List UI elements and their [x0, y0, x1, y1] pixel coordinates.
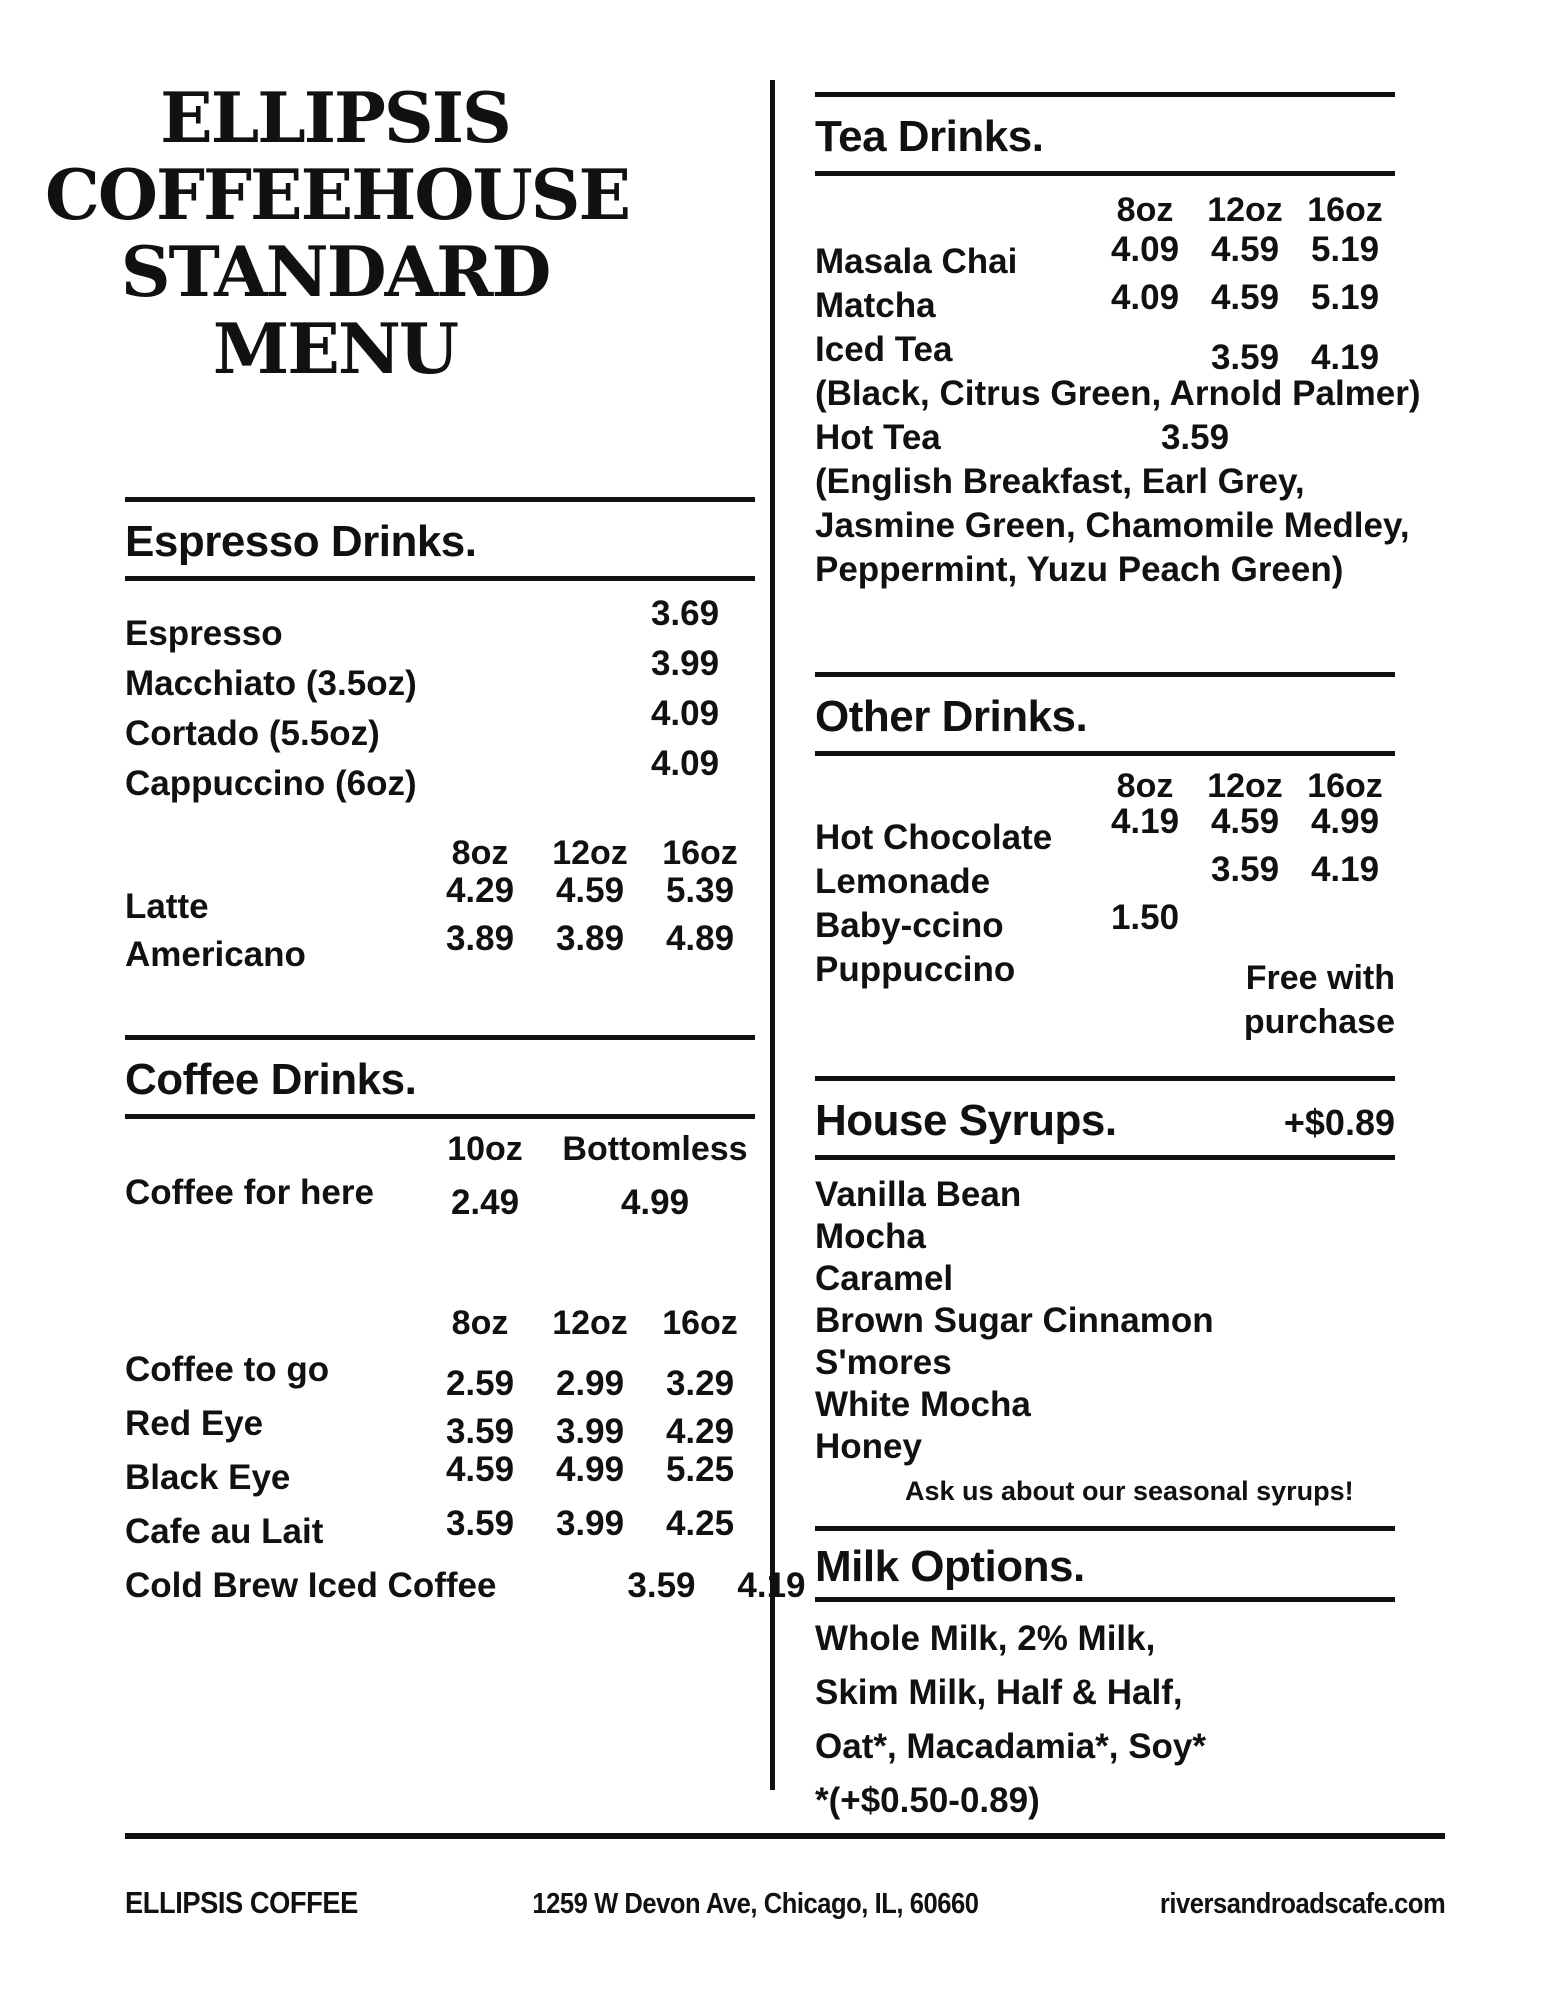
menu-item-row [815, 948, 1395, 1041]
item-price: 4.25 [665, 1504, 735, 1543]
section-other [815, 672, 1395, 1041]
item-price: 4.59 [555, 871, 625, 910]
milk-line: Oat*, Macadamia*, Soy* [815, 1727, 1206, 1766]
section-title: House Syrups. [815, 1096, 1117, 1145]
menu-item-row [815, 328, 1395, 377]
menu-item-row [125, 1559, 806, 1613]
menu-title-line: COFFEEHOUSE [45, 155, 630, 236]
section-heading-syrups [815, 1076, 1395, 1160]
item-name: Latte [125, 887, 209, 926]
syrup-item: Honey [815, 1427, 922, 1466]
item-price: 3.99 [555, 1504, 625, 1543]
item-price: 4.19 [1110, 802, 1180, 841]
syrup-item: Caramel [815, 1259, 954, 1298]
right-column [815, 92, 1421, 1828]
section-title: Other Drinks. [815, 692, 1088, 741]
item-price: 3.59 [445, 1504, 515, 1543]
column-divider [770, 80, 775, 1790]
syrups-note: Ask us about our seasonal syrups! [905, 1476, 1354, 1506]
syrup-item: White Mocha [815, 1385, 1031, 1424]
menu-title-line: MENU [212, 309, 458, 390]
item-name: Macchiato (3.5oz) [125, 664, 417, 703]
item-name: Baby-ccino [815, 906, 1004, 945]
footer-address [502, 1888, 1009, 1921]
section-heading-milk [815, 1526, 1395, 1602]
item-price: Free with purchase [1243, 959, 1395, 1041]
milk-line: Skim Milk, Half & Half, [815, 1673, 1183, 1712]
size-label: 12oz [1207, 191, 1283, 229]
item-name: Cappuccino (6oz) [125, 764, 417, 803]
item-name: Espresso [125, 614, 283, 653]
item-name: Coffee for here [125, 1173, 374, 1212]
item-price: 4.89 [665, 919, 735, 958]
item-price: 4.19 [1310, 850, 1380, 889]
item-variants: Jasmine Green, Chamomile Medley, [815, 506, 1410, 545]
item-name: Red Eye [125, 1404, 264, 1443]
size-label: 16oz [1307, 767, 1383, 805]
syrup-addon-price: +$0.89 [1283, 1102, 1395, 1143]
item-name: Puppuccino [815, 950, 1016, 989]
item-price: 4.99 [555, 1450, 625, 1489]
item-price: 2.59 [445, 1364, 515, 1403]
size-header-row [125, 1129, 755, 1169]
item-name: Black Eye [125, 1458, 291, 1497]
item-price: 3.59 [1160, 418, 1230, 457]
item-name: Iced Tea [815, 330, 953, 369]
syrup-item: Brown Sugar Cinnamon [815, 1301, 1214, 1340]
item-price: 3.99 [650, 644, 720, 683]
item-price: 4.99 [1310, 802, 1380, 841]
footer-website [1121, 1888, 1445, 1921]
menu-title [45, 78, 630, 390]
item-name: Hot Tea [815, 418, 941, 457]
item-price: 2.99 [555, 1364, 625, 1403]
item-price: 3.89 [555, 919, 625, 958]
item-price: 1.50 [1110, 898, 1180, 937]
item-price: 5.39 [665, 871, 735, 910]
size-label: 8oz [451, 1304, 509, 1342]
section-milk [815, 1526, 1395, 1828]
item-price: 3.29 [665, 1364, 735, 1403]
footer [125, 1833, 1445, 1921]
item-price: 3.59 [627, 1566, 696, 1605]
item-price: 4.59 [1210, 230, 1280, 269]
item-name: Hot Chocolate [815, 818, 1053, 857]
section-coffee [125, 1035, 806, 1613]
section-heading-tea [815, 92, 1395, 176]
item-name: Americano [125, 935, 306, 974]
item-price: 4.59 [445, 1450, 515, 1489]
menu-item-row [815, 504, 1410, 548]
size-label: Bottomless [562, 1130, 748, 1168]
size-label: 12oz [1207, 767, 1283, 805]
section-espresso [125, 497, 755, 979]
size-header-row [815, 190, 1395, 230]
item-name: Cafe au Lait [125, 1512, 324, 1551]
menu-item-row [815, 548, 1395, 592]
item-price: 3.89 [445, 919, 515, 958]
item-price: 5.19 [1310, 278, 1380, 317]
item-price: 4.09 [1110, 230, 1180, 269]
item-name: Matcha [815, 286, 936, 325]
menu-item-row [815, 898, 1395, 948]
item-price: 4.19 [737, 1566, 806, 1605]
size-label: 8oz [451, 834, 509, 872]
section-title: Tea Drinks. [815, 112, 1044, 161]
item-price: 2.49 [450, 1183, 520, 1222]
footer-website-text: riversandroadscafe.com [1159, 1888, 1445, 1920]
item-price: 4.29 [445, 871, 515, 910]
size-label: 16oz [662, 1304, 738, 1342]
section-heading-coffee [125, 1035, 755, 1119]
footer-rule [125, 1833, 1445, 1839]
section-heading-espresso [125, 497, 755, 581]
section-title: Coffee Drinks. [125, 1055, 417, 1104]
section-tea [815, 92, 1421, 592]
milk-line: *(+$0.50-0.89) [815, 1781, 1040, 1820]
section-title: Espresso Drinks. [125, 517, 477, 566]
menu-item-row [125, 744, 755, 809]
item-price: 4.19 [1310, 338, 1380, 377]
syrup-item: Vanilla Bean [815, 1175, 1022, 1214]
size-label: 12oz [552, 1304, 628, 1342]
size-label: 10oz [447, 1130, 523, 1168]
footer-brand-text: ELLIPSIS COFFEE [125, 1885, 358, 1920]
item-price: 4.29 [665, 1412, 735, 1451]
item-price: 4.99 [620, 1183, 690, 1222]
item-price: 3.59 [1210, 850, 1280, 889]
item-variants: (English Breakfast, Earl Grey, [815, 462, 1305, 501]
item-price: 3.59 [445, 1412, 515, 1451]
item-price: 4.09 [650, 694, 720, 733]
item-price: 4.09 [1110, 278, 1180, 317]
item-price: 4.59 [1210, 802, 1280, 841]
item-name: Masala Chai [815, 242, 1018, 281]
size-label: 16oz [662, 834, 738, 872]
item-price: 3.59 [1210, 338, 1280, 377]
item-variants: (Black, Citrus Green, Arnold Palmer) [815, 374, 1421, 413]
item-name: Coffee to go [125, 1350, 330, 1389]
item-price: 5.25 [665, 1450, 735, 1489]
size-header-row [125, 1303, 755, 1343]
item-name: Lemonade [815, 862, 991, 901]
menu-title-line: STANDARD [120, 232, 550, 313]
menu-item-row [815, 460, 1395, 504]
item-price: 4.09 [650, 744, 720, 783]
menu-title-line: ELLIPSIS [160, 78, 510, 159]
left-column [125, 497, 806, 1613]
menu-item-row [815, 416, 1395, 460]
item-price: 3.99 [555, 1412, 625, 1451]
section-title: Milk Options. [815, 1542, 1085, 1591]
item-variants: Peppermint, Yuzu Peach Green) [815, 550, 1344, 589]
size-label: 8oz [1116, 191, 1174, 229]
item-name: Cortado (5.5oz) [125, 714, 380, 753]
syrup-item: S'mores [815, 1343, 952, 1382]
menu-item-row [125, 1169, 755, 1222]
size-label: 12oz [552, 834, 628, 872]
section-syrups [815, 1076, 1395, 1508]
footer-brand [125, 1885, 390, 1921]
item-price: 4.59 [1210, 278, 1280, 317]
item-price: 5.19 [1310, 230, 1380, 269]
milk-line: Whole Milk, 2% Milk, [815, 1619, 1156, 1658]
menu-item-row [815, 278, 1395, 328]
size-label: 8oz [1116, 767, 1174, 805]
size-label: 16oz [1307, 191, 1383, 229]
menu-item-row [125, 1343, 755, 1403]
menu-item-row [125, 1505, 755, 1559]
section-heading-other [815, 672, 1395, 756]
syrup-item: Mocha [815, 1217, 926, 1256]
item-price: 3.69 [650, 594, 720, 633]
item-name: Cold Brew Iced Coffee [125, 1566, 497, 1605]
footer-address-text: 1259 W Devon Ave, Chicago, IL, 60660 [532, 1888, 979, 1920]
menu-item-row [125, 919, 755, 979]
